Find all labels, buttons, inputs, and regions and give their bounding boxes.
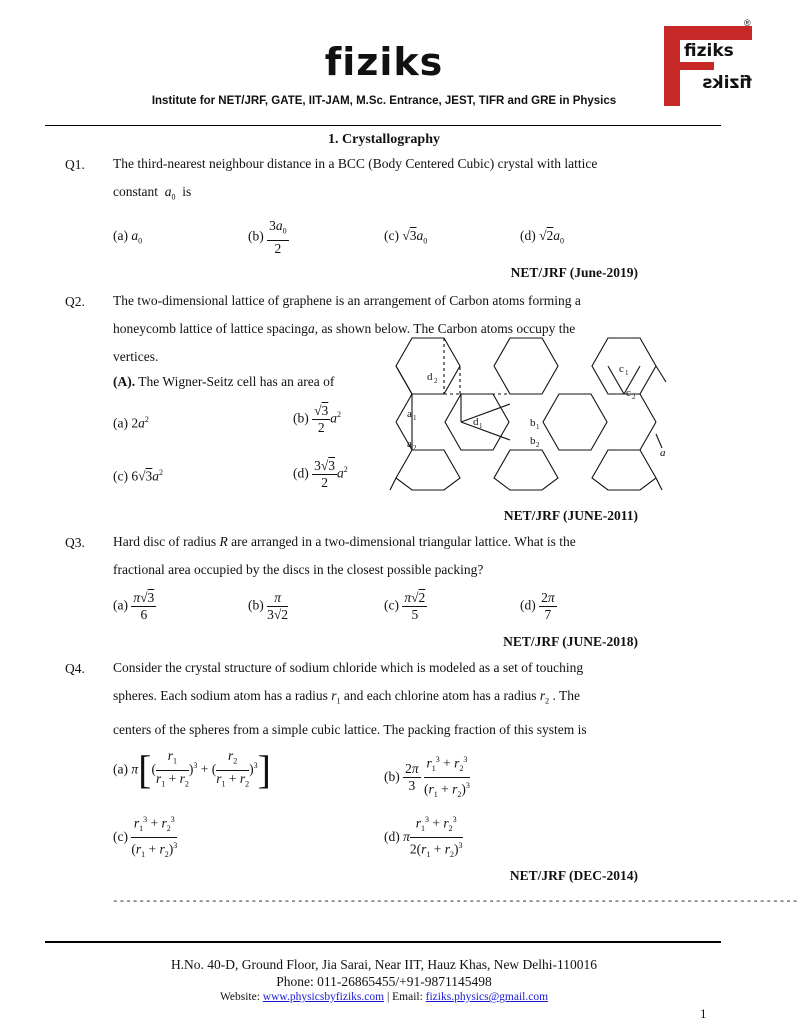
q4-option-b: (b) $\frac{2\pi}{3}$ $\frac{r_1^3 + r_2^3}{(r_1 + r_2)^3}$ bbox=[384, 752, 470, 803]
svg-text:2: 2 bbox=[536, 441, 540, 449]
email-link[interactable]: fiziks.physics@gmail.com bbox=[425, 991, 549, 1003]
footer-contact: Website: www.physicsbyfiziks.com | Email: fiziks.physics@gmail.com bbox=[219, 991, 549, 1003]
label-a1: a bbox=[407, 408, 412, 420]
svg-text:1: 1 bbox=[413, 414, 417, 422]
q3-source: NET/JRF (JUNE-2018) bbox=[503, 634, 638, 649]
svg-text:1: 1 bbox=[625, 369, 629, 377]
q2-number: Q2. bbox=[65, 294, 85, 309]
brand-title: fiziks bbox=[324, 40, 444, 84]
q3-number: Q3. bbox=[65, 535, 85, 550]
q2-option-a: (a) $2a^2$ bbox=[113, 415, 149, 431]
page-number: 1 bbox=[700, 1006, 707, 1021]
svg-text:1: 1 bbox=[536, 423, 540, 431]
svg-text:2: 2 bbox=[413, 444, 417, 452]
q4-option-d: (d) π $\frac{r_1^3 + r_2^3}{2(r_1 + r_2)^3}$ bbox=[384, 812, 463, 863]
logo bbox=[662, 26, 754, 106]
q2-source: NET/JRF (JUNE-2011) bbox=[503, 508, 638, 523]
label-c2: c bbox=[626, 387, 631, 399]
q4-number: Q4. bbox=[65, 661, 85, 676]
footer-rule bbox=[45, 941, 721, 943]
footer-phone: Phone: 011-26865455/+91-9871145498 bbox=[276, 974, 492, 989]
q3-text: Hard disc of radius R are arranged in a two-dimensional triangular lattice. What is the fractional area occupied by the discs in the closest possible packing? bbox=[113, 534, 576, 577]
q1-option-d: (d) $√2a_0$ bbox=[520, 228, 565, 246]
q4-text: Consider the crystal structure of sodium chloride which is modeled as a set of touching spheres. Each sodium atom has a radius $r_1$ and each chlorine atom has a radius $r_2$ . The centers of the spheres from a simple cubic lattice. The packing fraction of this system is bbox=[113, 660, 587, 737]
website-link[interactable]: www.physicsbyfiziks.com bbox=[262, 991, 385, 1003]
q3-option-b: (b) $\frac{\pi}{3√2}$ bbox=[248, 590, 289, 622]
q1-number: Q1. bbox=[65, 157, 85, 172]
label-c1: c bbox=[619, 363, 624, 375]
label-b1: b bbox=[530, 417, 536, 429]
q2-part-a: (A). The Wigner-Seitz cell has an area of bbox=[113, 374, 335, 389]
q1-option-a: (a) $a_0$ bbox=[113, 228, 143, 246]
graphene-lattice-figure bbox=[380, 338, 670, 490]
q4-source: NET/JRF (DEC-2014) bbox=[509, 868, 638, 883]
svg-text:1: 1 bbox=[479, 422, 483, 430]
q3-option-c: (c) $\frac{\pi√2}{5}$ bbox=[384, 590, 426, 622]
label-a2: a bbox=[407, 438, 412, 450]
header-rule bbox=[45, 125, 721, 126]
q2-option-d: (d) $\frac{3√3}{2}$ $a^2$ bbox=[293, 458, 348, 490]
q2-option-c: (c) $6√3a^2$ bbox=[113, 468, 164, 484]
label-d2: d bbox=[427, 371, 433, 383]
registered-mark: ® bbox=[744, 18, 751, 28]
svg-text:fiziks: fiziks bbox=[702, 73, 752, 93]
svg-text:2: 2 bbox=[632, 393, 636, 401]
q1-option-c: (c) $√3a_0$ bbox=[384, 228, 428, 246]
q4-option-c: (c) $\frac{r_1^3 + r_2^3}{(r_1 + r_2)^3}$ bbox=[113, 812, 177, 863]
label-a: a bbox=[660, 447, 666, 459]
q3-option-a: (a) $\frac{\pi√3}{6}$ bbox=[113, 590, 155, 622]
svg-text:fiziks: fiziks bbox=[684, 41, 734, 61]
label-d1: d bbox=[473, 416, 479, 428]
q1-option-b: (b) $\frac{3a_0}{2}$ bbox=[248, 218, 287, 256]
q3-option-d: (d) $\frac{2\pi}{7}$ bbox=[520, 590, 555, 622]
tagline: Institute for NET/JRF, GATE, IIT-JAM, M.Sc. Entrance, JEST, TIFR and GRE in Physics bbox=[151, 95, 617, 107]
q1-source: NET/JRF (June-2019) bbox=[510, 265, 638, 280]
chapter-title: 1. Crystallography bbox=[328, 132, 440, 147]
q2-option-b: (b) $\frac{√3}{2}$ $a^2$ bbox=[293, 403, 342, 435]
section-divider: -------------------------------------------------------------------------------------------------------- bbox=[112, 896, 799, 908]
q1-text: The third-nearest neighbour distance in a BCC (Body Centered Cubic) crystal with lattice constant $a_0$ is bbox=[113, 156, 598, 202]
svg-text:2: 2 bbox=[434, 377, 438, 385]
label-b2: b bbox=[530, 435, 536, 447]
q2-text: The two-dimensional lattice of graphene is an arrangement of Carbon atoms forming a honeycomb lattice of lattice spacinga, as shown below. The Carbon atoms occupy the vertices. bbox=[113, 293, 581, 364]
footer-address: H.No. 40-D, Ground Floor, Jia Sarai, Near IIT, Hauz Khas, New Delhi-110016 bbox=[170, 957, 598, 972]
q4-option-a: (a) π[( $\frac{r_1}{r_1 + r_2}$ )$^3$ + ( $\frac{r_2}{r_1 + r_2}$ )$^3$] bbox=[113, 747, 271, 793]
